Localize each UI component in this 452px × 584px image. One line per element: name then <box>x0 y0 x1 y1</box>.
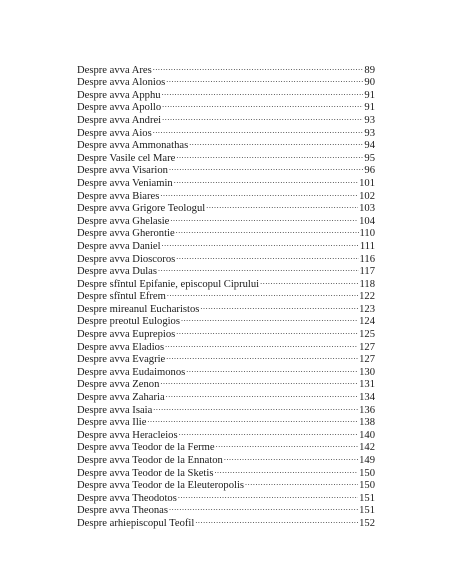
dot-leader <box>186 362 358 375</box>
toc-entry-page-number: 93 <box>364 127 375 139</box>
dot-leader <box>216 438 358 451</box>
dot-leader <box>153 123 364 136</box>
dot-leader <box>162 236 359 249</box>
toc-entry-title: Despre avva Daniel <box>77 240 161 252</box>
dot-leader <box>174 173 358 186</box>
dot-leader <box>176 324 358 337</box>
toc-entry-page-number: 125 <box>359 329 375 341</box>
toc-entry-title: Despre avva Apphu <box>77 89 161 101</box>
toc-entry-title: Despre avva Teodor de la Eleuteropolis <box>77 480 245 492</box>
toc-entry-title: Despre avva Zenon <box>77 379 160 391</box>
toc-entry-title: Despre avva Dulas <box>77 266 158 278</box>
toc-entry-title: Despre avva Apollo <box>77 102 162 114</box>
toc-entry-title: Despre avva Eudaimonos <box>77 366 186 378</box>
toc-entry-title: Despre avva Eladios <box>77 341 165 353</box>
toc-entry-title: Despre sfîntul Epifanie, episcopul Ciprului <box>77 278 260 290</box>
toc-entry-page-number: 123 <box>359 303 375 315</box>
toc-entry-title: Despre avva Heracleios <box>77 429 178 441</box>
dot-leader <box>160 375 358 388</box>
dot-leader <box>206 199 358 212</box>
toc-entry-page-number: 136 <box>359 404 375 416</box>
toc-entry-page-number: 95 <box>364 152 375 164</box>
toc-entry-title: Despre arhiepiscopul Teofil <box>77 517 195 529</box>
toc-entry-page-number: 111 <box>359 240 375 252</box>
toc-entry-title: Despre avva Ilie <box>77 417 147 429</box>
dot-leader <box>166 350 358 363</box>
dot-leader <box>214 463 358 476</box>
dot-leader <box>178 488 358 501</box>
dot-leader <box>200 299 358 312</box>
dot-leader <box>176 148 363 161</box>
toc-entry-page-number: 122 <box>359 291 375 303</box>
toc-entry-page-number: 124 <box>359 316 375 328</box>
toc-entry-page-number: 104 <box>359 215 375 227</box>
toc-entry-page-number: 152 <box>359 517 375 529</box>
toc-entry-title: Despre avva Alonios <box>77 77 166 89</box>
toc-entry-title: Despre avva Biares <box>77 190 160 202</box>
dot-leader <box>189 136 363 149</box>
dot-leader <box>153 60 364 73</box>
toc-entry-title: Despre avva Dioscoros <box>77 253 176 265</box>
dot-leader <box>195 513 358 526</box>
toc-entry-title: Despre avva Teodor de la Sketis <box>77 467 214 479</box>
toc-entry-page-number: 151 <box>359 492 375 504</box>
toc-entry-page-number: 89 <box>364 64 375 76</box>
toc-entry-title: Despre avva Theodotos <box>77 492 177 504</box>
toc-entry-page-number: 118 <box>359 278 375 290</box>
toc-entry-page-number: 91 <box>364 89 375 101</box>
toc-entry-page-number: 151 <box>359 505 375 517</box>
toc-entry-page-number: 96 <box>364 165 375 177</box>
toc-entry-title: Despre avva Euprepios <box>77 329 176 341</box>
dot-leader <box>224 450 358 463</box>
toc-entry-page-number: 117 <box>359 266 375 278</box>
toc-entry-page-number: 116 <box>359 253 375 265</box>
toc-entry-page-number: 150 <box>359 467 375 479</box>
toc-entry-page-number: 149 <box>359 455 375 466</box>
toc-entry <box>77 60 375 76</box>
dot-leader <box>160 186 358 199</box>
toc-entry-page-number: 142 <box>359 442 375 454</box>
toc-entry-title: Despre avva Ghelasie <box>77 215 170 227</box>
toc-entry-title: Despre avva Veniamin <box>77 177 173 189</box>
dot-leader <box>260 274 358 287</box>
toc-entry-page-number: 93 <box>364 114 375 126</box>
dot-leader <box>153 400 358 413</box>
toc-entry-title: Despre avva Isaia <box>77 404 153 416</box>
toc-entry-page-number: 94 <box>364 140 375 152</box>
toc-entry-title: Despre Vasile cel Mare <box>77 152 176 164</box>
dot-leader <box>176 249 358 262</box>
toc-entry-title: Despre avva Ares <box>77 64 152 76</box>
dot-leader <box>167 287 358 300</box>
toc-entry-title: Despre avva Andrei <box>77 114 162 126</box>
toc-entry-page-number: 127 <box>359 354 375 366</box>
toc-entry-title: Despre avva Aios <box>77 127 152 139</box>
dot-leader <box>162 85 364 98</box>
dot-leader <box>179 425 359 438</box>
toc-entry-page-number: 90 <box>364 77 375 89</box>
dot-leader <box>181 312 358 325</box>
toc-entry-title: Despre avva Grigore Teologul <box>77 203 206 215</box>
toc-entry-page-number: 127 <box>359 341 375 353</box>
dot-leader <box>166 387 358 400</box>
toc-entry-page-number: 150 <box>359 480 375 492</box>
toc-entry-title: Despre preotul Eulogios <box>77 316 180 328</box>
toc-entry-title: Despre avva Theonas <box>77 505 168 517</box>
toc-entry-page-number: 91 <box>364 102 375 114</box>
toc-entry-page-number: 103 <box>359 203 375 215</box>
toc-entry-title: Despre avva Teodor de la Ennaton <box>77 455 223 466</box>
dot-leader <box>162 110 363 123</box>
dot-leader <box>169 161 363 174</box>
toc-entry-page-number: 110 <box>359 228 375 240</box>
toc-entry-page-number: 101 <box>359 177 375 189</box>
table-of-contents <box>77 60 375 529</box>
toc-entry-page-number: 140 <box>359 429 375 441</box>
dot-leader <box>147 413 358 426</box>
toc-entry-title: Despre avva Zaharia <box>77 392 165 404</box>
toc-entry-page-number: 138 <box>359 417 375 429</box>
dot-leader <box>170 211 358 224</box>
toc-entry-title: Despre sfîntul Efrem <box>77 291 166 303</box>
dot-leader <box>166 73 363 86</box>
dot-leader <box>245 476 358 489</box>
toc-entry-title: Despre mireanul Eucharistos <box>77 303 200 315</box>
toc-entry-page-number: 134 <box>359 392 375 404</box>
dot-leader <box>176 224 359 237</box>
toc-entry-title: Despre avva Gherontie <box>77 228 175 240</box>
toc-entry-title: Despre avva Evagrie <box>77 354 166 366</box>
dot-leader <box>162 98 363 111</box>
dot-leader <box>158 262 358 275</box>
toc-entry-page-number: 131 <box>359 379 375 391</box>
toc-entry-title: Despre avva Teodor de la Ferme <box>77 442 215 454</box>
dot-leader <box>165 337 358 350</box>
toc-entry-page-number: 130 <box>359 366 375 378</box>
toc-entry-title: Despre avva Visarion <box>77 165 168 177</box>
toc-entry-title: Despre avva Ammonathas <box>77 140 189 152</box>
toc-entry-page-number: 102 <box>359 190 375 202</box>
dot-leader <box>169 501 358 514</box>
